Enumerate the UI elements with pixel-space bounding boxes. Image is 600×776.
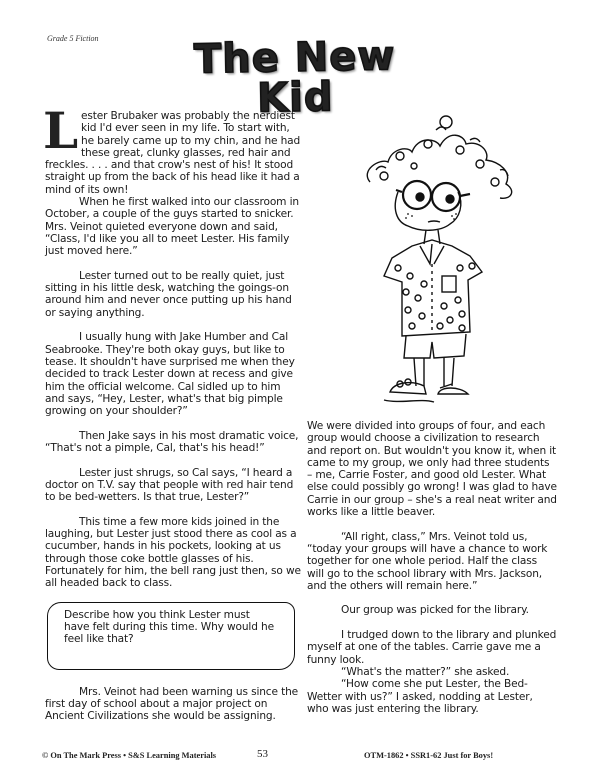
story-paragraph: Lester Brubaker was probably the nerdiest kid I'd ever seen in my life. To start with, he barely came up to my chin, and he had these great, clunky glasses, red hair and freckles. . . . and that crow's nest of his! It stood straight up from the back of his head like it had a mind of its own! — [43, 101, 301, 196]
page-number: 53 — [257, 748, 268, 760]
footer-book-code: OTM-1862 • SSR1-62 Just for Boys! — [364, 751, 494, 760]
story-right-column — [307, 420, 557, 715]
story-paragraph: I usually hung with Jake Humber and Cal Seabrooke. They're both okay guys, but like to tease. It shouldn't have surprised me when they decided to track Lester down at recess and give him the official welcome. Cal sidled up to him and says, “Hey, Lester, what's that big pimple growing on your shoulder?” — [45, 331, 295, 418]
story-paragraph: “How come she put Lester, the Bed-Wetter with us?” I asked, nodding at Lester, who was just entering the library. — [307, 678, 533, 715]
footer-publisher: © On The Mark Press • S&S Learning Materials — [42, 751, 217, 760]
page-title: The New Kid — [193, 33, 396, 122]
polka-dot-shirt-icon — [384, 240, 482, 336]
story-paragraph: We were divided into groups of four, and each group would choose a civilization to research and report on. But wouldn't you know it, when it came to my group, we only had three students – me, Carrie Foster, and good old Lester. What else could possibly go wrong! I was glad to have Carrie in our group – she's a real neat writer and works like a little beaver. — [307, 420, 557, 519]
drop-cap: L — [43, 101, 79, 160]
grade-label: Grade 5 Fiction — [47, 34, 99, 43]
story-paragraph: “All right, class,” Mrs. Veinot told us, “today your groups will have a chance to work together for one whole period. Half the class will go to the school library with Mrs. Jackson, and the others will remain here.” — [307, 530, 548, 592]
lester-illustration — [340, 100, 540, 410]
story-paragraph: Our group was picked for the library. — [341, 604, 529, 617]
question-box[interactable] — [47, 602, 295, 670]
glasses-icon — [396, 181, 470, 211]
question-prompt: Describe how you think Lester must have felt during this time. Why would he feel like that? — [64, 608, 274, 646]
story-left-column — [43, 101, 303, 735]
sandals-icon — [384, 379, 468, 402]
story-paragraph: “What's the matter?” she asked. — [341, 665, 510, 678]
story-paragraph: I trudged down to the library and plunked myself at one of the tables. Carrie gave me a funny look. — [307, 629, 557, 666]
story-paragraph: Lester turned out to be really quiet, just sitting in his little desk, watching the goings-on around him and never once putting up his hand or saying anything. — [45, 269, 292, 319]
story-paragraph: When he first walked into our classroom in October, a couple of the guys started to snicker. Mrs. Veinot quieted everyone down and said, “Class, I'd like you all to meet Lester. His family just moved here.” — [45, 196, 299, 258]
story-paragraph: Mrs. Veinot had been warning us since the first day of school about a major project on Ancient Civilizations she would be assigning. — [45, 685, 299, 723]
curly-hair-icon — [367, 116, 511, 198]
story-paragraph: This time a few more kids joined in the laughing, but Lester just stood there as cool as a cucumber, hands in his pockets, looking at us through those coke bottle glasses of his. Fortunately for him, the bell rang just then, so we all headed back to class. — [45, 515, 301, 590]
story-paragraph: Lester just shrugs, so Cal says, “I heard a doctor on T.V. say that people with red hair tend to be bed-wetters. Is that true, Lester?” — [45, 466, 294, 504]
story-paragraph: Then Jake says in his most dramatic voice, “That's not a pimple, Cal, that's his head!” — [45, 429, 299, 455]
